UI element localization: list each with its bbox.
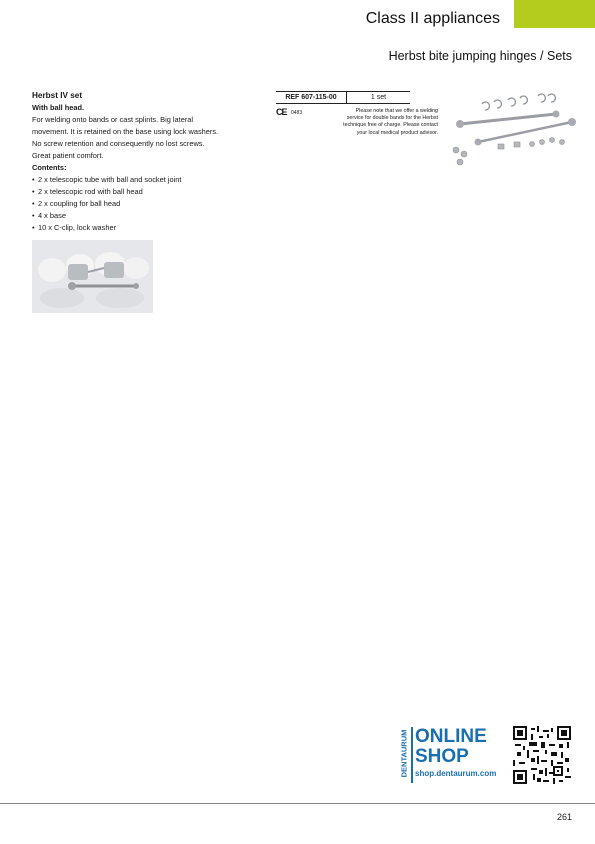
ce-mark-icon: CE	[276, 107, 287, 117]
service-note-line: service for double bands for the Herbst	[346, 115, 438, 122]
contents-item: • 2 x telescopic rod with ball head	[32, 186, 272, 198]
qr-code-icon[interactable]	[513, 726, 571, 784]
ce-notified-body-number: 0483	[291, 110, 303, 116]
contents-item: • 4 x base	[32, 210, 272, 222]
service-note-line: technique free of charge. Please contact	[343, 122, 438, 129]
product-photo	[448, 92, 580, 170]
description-line: movement. It is retained on the base using lock washers.	[32, 127, 219, 136]
chapter-accent-tab	[514, 0, 595, 28]
contents-item: • 2 x telescopic tube with ball and socket joint	[32, 174, 272, 186]
contents-item: • 2 x coupling for ball head	[32, 198, 272, 210]
pack-quantity: 1 set	[370, 94, 387, 101]
description-line: Great patient comfort.	[32, 151, 104, 160]
description-line: For welding onto bands or cast splints. Big lateral	[32, 115, 194, 124]
online-shop-heading-line1: ONLINE	[415, 726, 487, 747]
product-subtitle: With ball head.	[32, 103, 85, 112]
product-description	[32, 90, 272, 234]
contents-list	[32, 174, 272, 234]
product-name: Herbst IV set	[32, 91, 83, 100]
herbst-set-graphic	[448, 92, 580, 170]
contents-heading: Contents:	[32, 163, 67, 172]
clinical-photo	[32, 240, 153, 313]
section-title: Herbst bite jumping hinges / Sets	[388, 49, 572, 63]
qr-code-graphic	[513, 726, 571, 784]
shop-divider	[411, 727, 413, 783]
shop-url-link[interactable]: shop.dentaurum.com	[415, 769, 497, 778]
clinical-photo-graphic	[32, 240, 153, 313]
brand-name: DENTAURUM	[399, 729, 409, 778]
service-note	[318, 108, 438, 137]
chapter-title: Class II appliances	[365, 10, 500, 27]
order-table	[276, 91, 410, 104]
service-note-line: your local medical product advisor.	[356, 129, 438, 136]
page-number: 261	[556, 812, 572, 822]
footer-divider	[0, 803, 595, 804]
online-shop-heading-line2: SHOP	[415, 746, 469, 767]
contents-item: • 10 x C-clip, lock washer	[32, 222, 272, 234]
reference-number: REF 607-115-00	[276, 92, 347, 103]
service-note-line: Please note that we offer a welding	[355, 108, 438, 114]
description-line: No screw retention and consequently no lost screws.	[32, 139, 205, 148]
dentaurum-logo	[398, 727, 410, 783]
